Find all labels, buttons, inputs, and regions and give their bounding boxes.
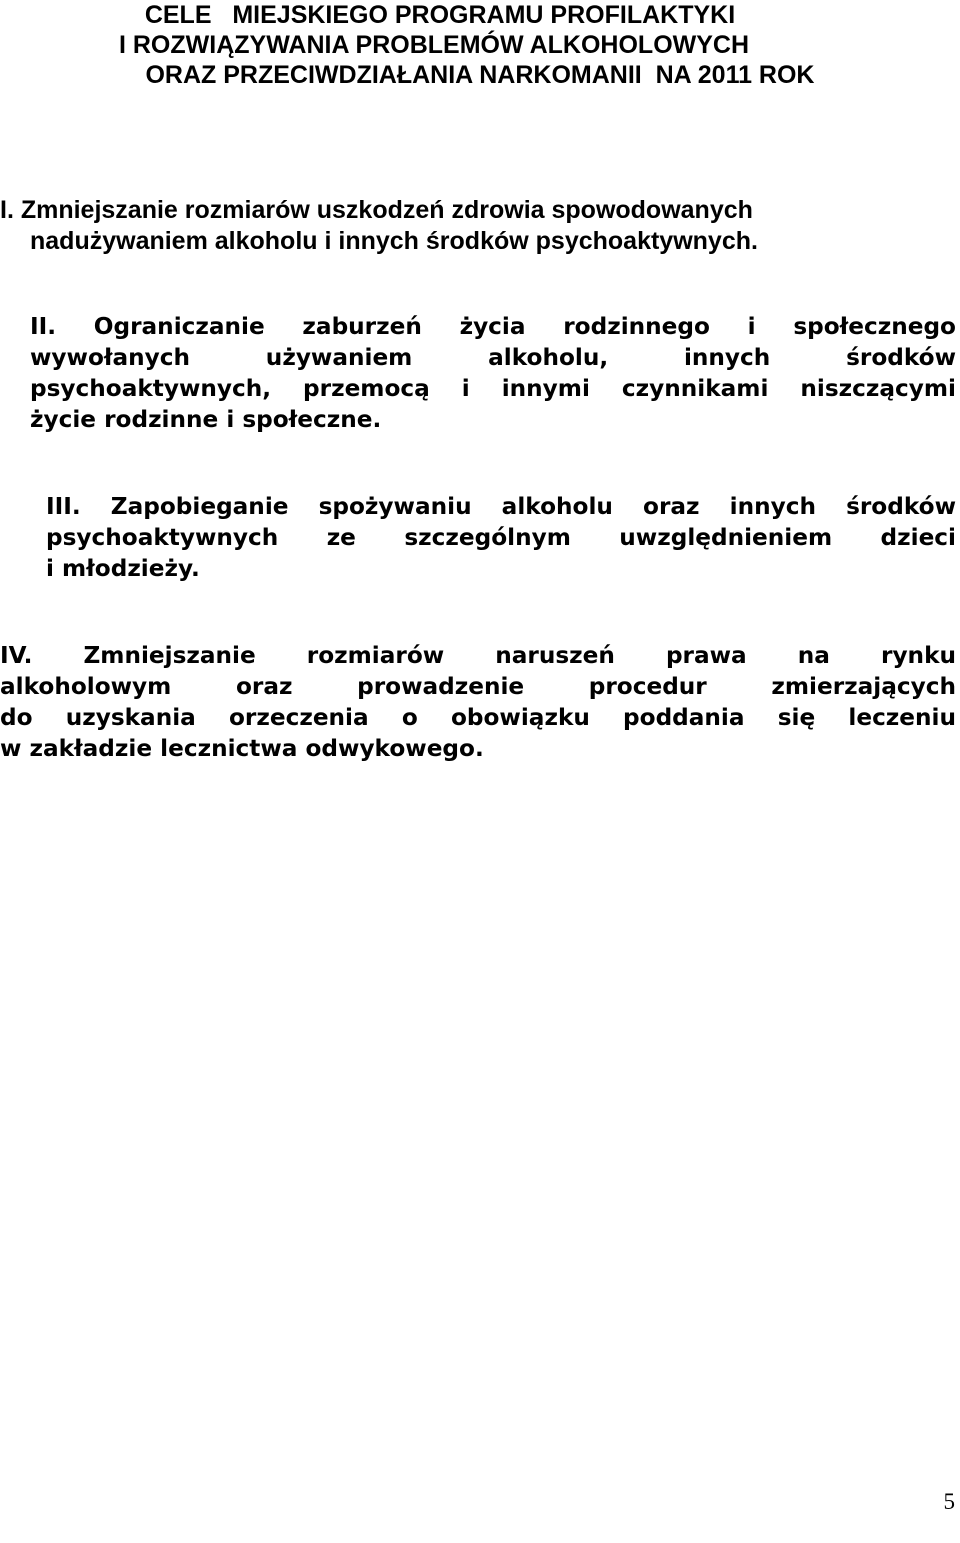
goal-4-line-3: do uzyskania orzeczenia o obowiązku poddania się leczeniu xyxy=(0,704,956,731)
goal-section-3 xyxy=(46,491,956,584)
document-title xyxy=(0,0,960,90)
page-number: 5 xyxy=(943,1489,955,1514)
goal-section-1 xyxy=(0,195,960,257)
goal-2-line-1: II. Ograniczanie zaburzeń życia rodzinnego i społecznego xyxy=(30,313,956,340)
goal-3-line-2: psychoaktywnych ze szczególnym uwzględnieniem dzieci xyxy=(46,524,956,551)
goal-4-line-1: IV. Zmniejszanie rozmiarów naruszeń prawa na rynku xyxy=(0,642,956,669)
goal-section-2 xyxy=(30,311,956,435)
goal-3-line-3: i młodzieży. xyxy=(46,555,200,582)
goal-2-line-4: życie rodzinne i społeczne. xyxy=(30,406,382,433)
goal-2-line-2: wywołanych używaniem alkoholu, innych środków xyxy=(30,344,956,371)
goal-1-line-2: nadużywaniem alkoholu i innych środków psychoaktywnych. xyxy=(30,227,758,255)
goal-section-4 xyxy=(0,640,956,764)
goal-1-line-1: I. Zmniejszanie rozmiarów uszkodzeń zdrowia spowodowanych xyxy=(0,196,753,224)
goal-4-line-4: w zakładzie lecznictwa odwykowego. xyxy=(0,735,484,762)
title-line-1: CELE MIEJSKIEGO PROGRAMU PROFILAKTYKI xyxy=(144,1,736,29)
title-line-3: ORAZ PRZECIWDZIAŁANIA NARKOMANII NA 2011 ROK xyxy=(145,61,815,89)
title-line-2: I ROZWIĄZYWANIA PROBLEMÓW ALKOHOLOWYCH xyxy=(118,31,750,59)
goal-2-line-3: psychoaktywnych, przemocą i innymi czynnikami niszczącymi xyxy=(30,375,956,402)
goal-3-line-1: III. Zapobieganie spożywaniu alkoholu oraz innych środków xyxy=(46,493,956,520)
goal-4-line-2: alkoholowym oraz prowadzenie procedur zmierzających xyxy=(0,673,956,700)
